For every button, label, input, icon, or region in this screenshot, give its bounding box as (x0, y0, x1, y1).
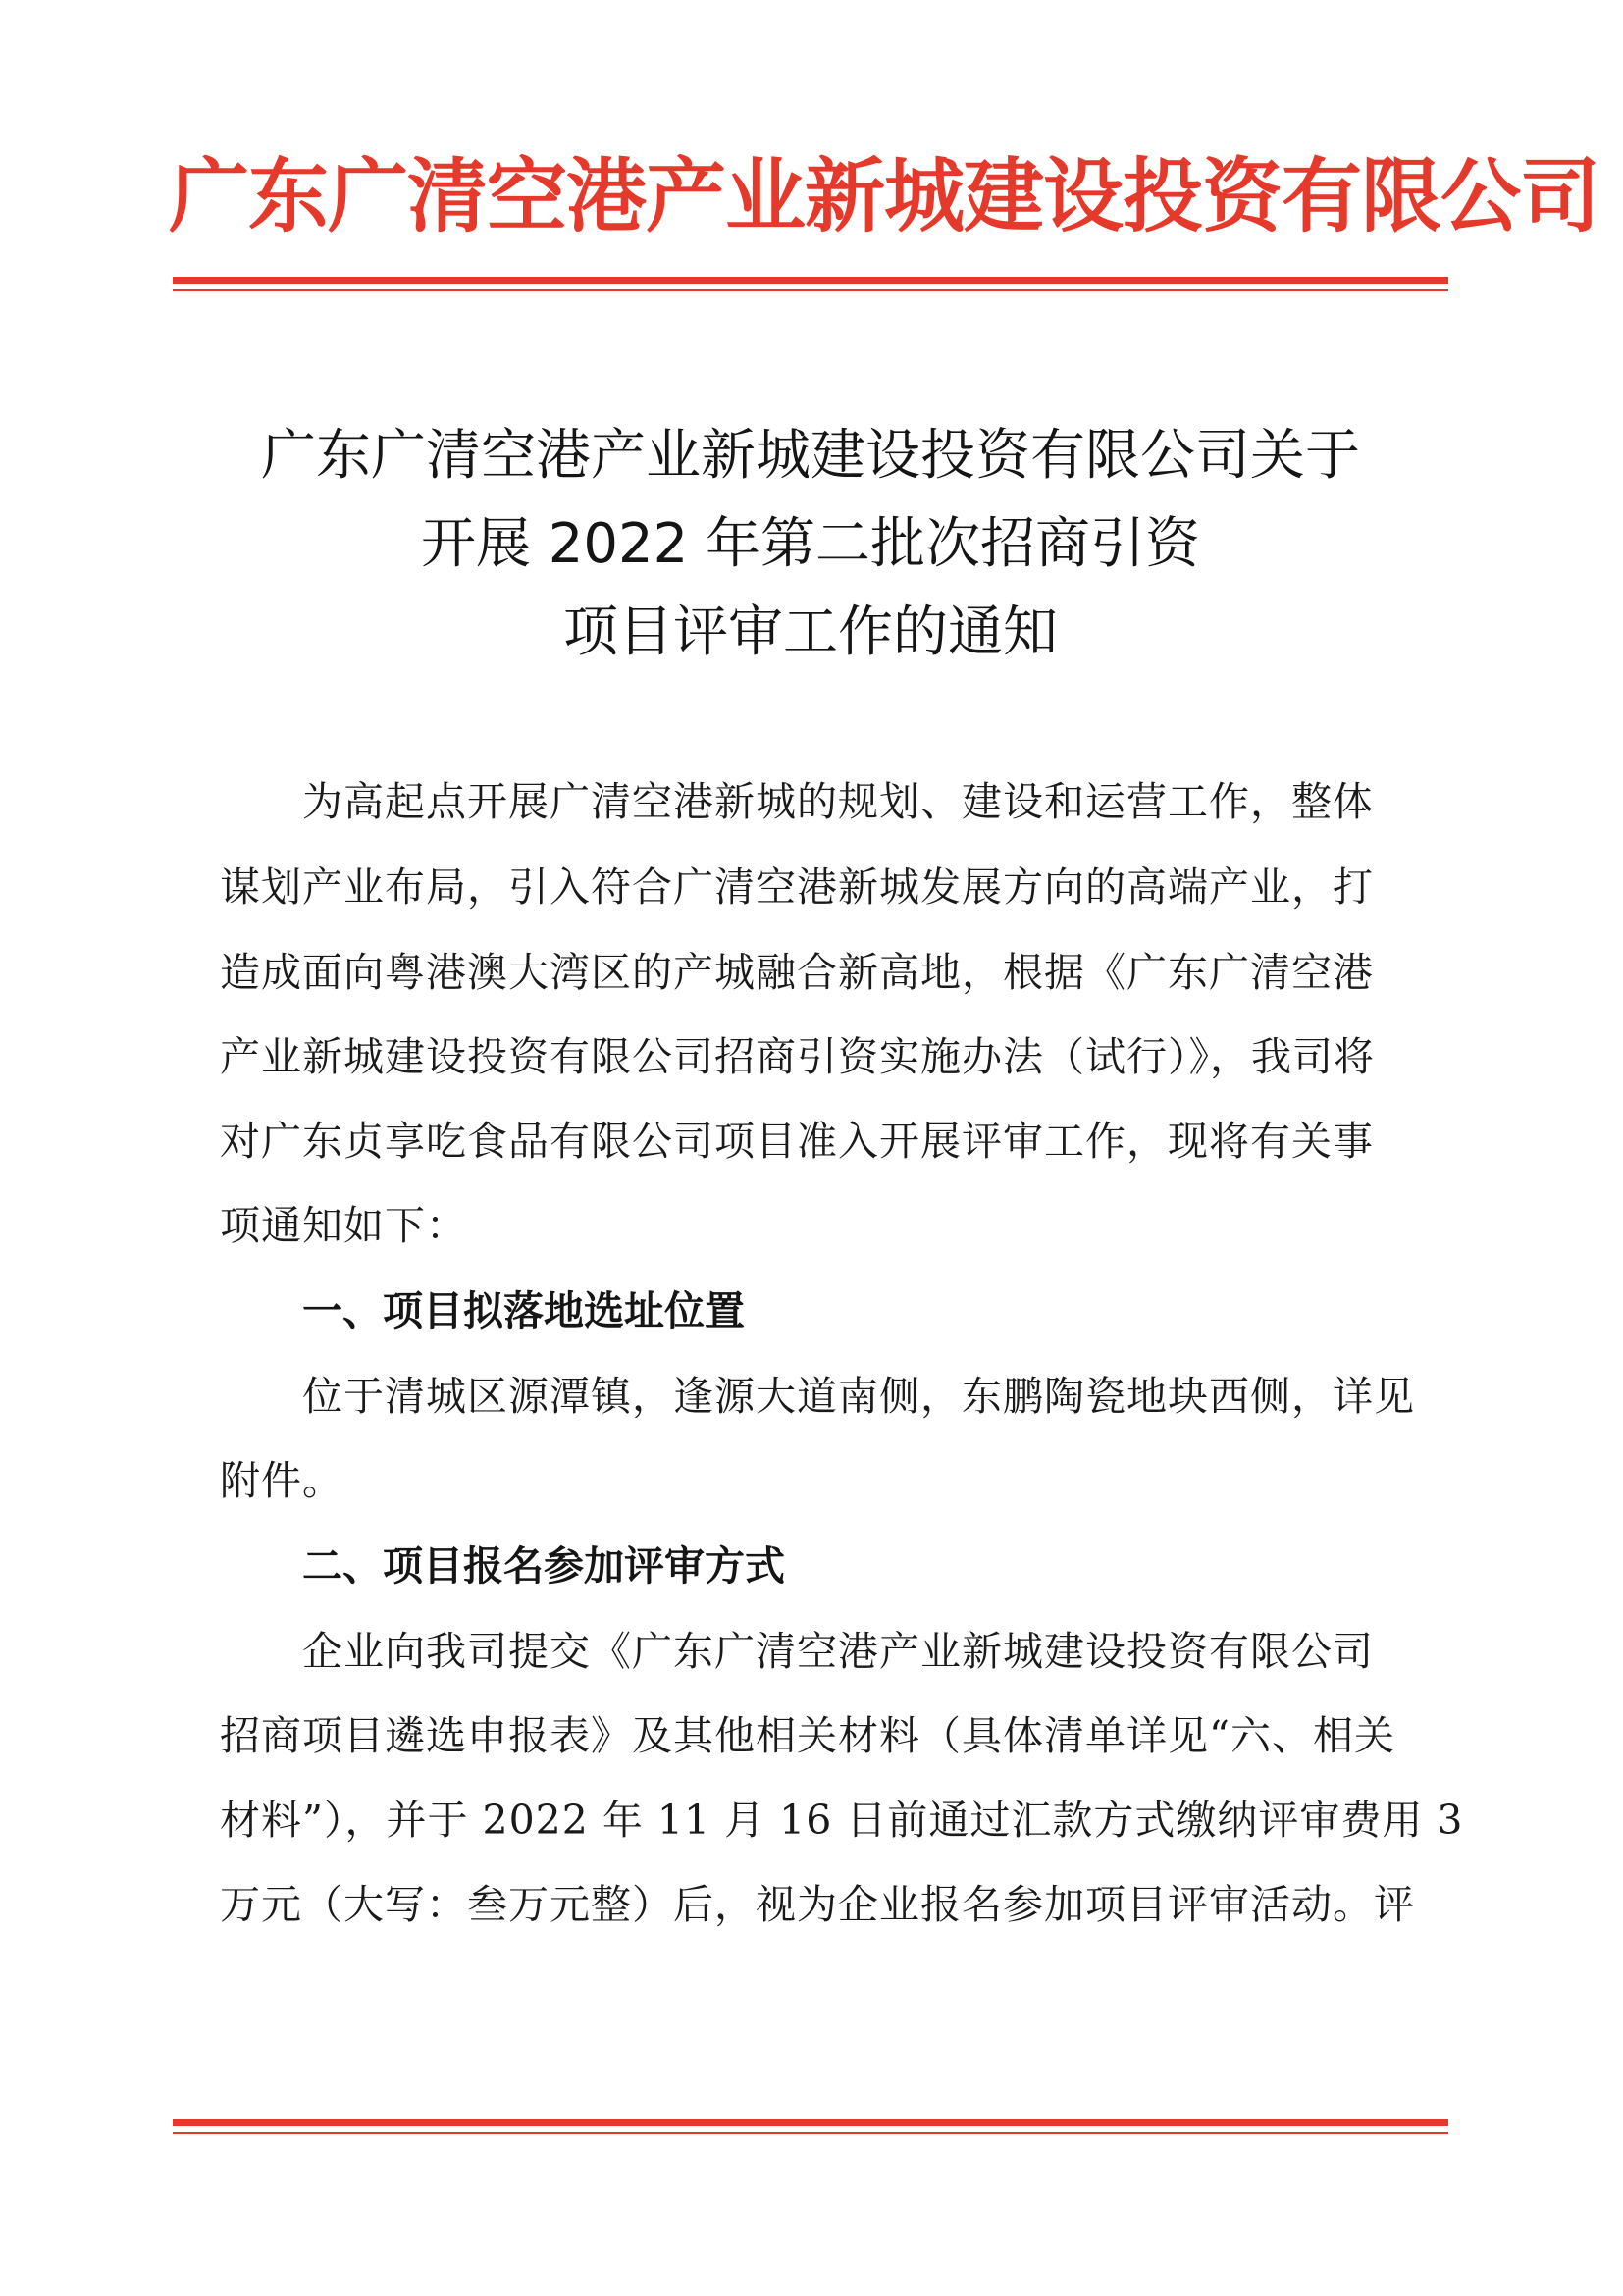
footer-rule-thick (173, 2119, 1448, 2126)
document-title-line-2: 开展 2022 年第二批次招商引资 (420, 512, 1201, 576)
letterhead-rule-thin (173, 289, 1448, 291)
intro-line-3: 造成面向粤港澳大湾区的产城融合新高地，根据《广东广清空港 (220, 949, 1374, 996)
section-2-line-4: 万元（大写：叁万元整）后，视为企业报名参加项目评审活动。评 (220, 1881, 1415, 1928)
letterhead-company-name: 广东广清空港产业新城建设投资有限公司 (169, 149, 1600, 243)
letterhead-rule-thick (173, 277, 1448, 284)
intro-line-2: 谋划产业布局，引入符合广清空港新城发展方向的高端产业，打 (220, 863, 1374, 911)
document-title-line-1: 广东广清空港产业新城建设投资有限公司关于 (261, 424, 1360, 488)
document-title-line-3: 项目评审工作的通知 (563, 600, 1058, 664)
section-2-heading: 二、项目报名参加评审方式 (302, 1542, 785, 1590)
section-1-heading: 一、项目拟落地选址位置 (302, 1287, 745, 1334)
intro-line-4: 产业新城建设投资有限公司招商引资实施办法（试行）》，我司将 (220, 1033, 1375, 1080)
section-2-line-3: 材料”），并于 2022 年 11 月 16 日前通过汇款方式缴纳评审费用 3 (220, 1797, 1464, 1844)
intro-line-5: 对广东贞享吃食品有限公司项目准入开展评审工作，现将有关事 (220, 1118, 1374, 1165)
intro-line-1: 为高起点开展广清空港新城的规划、建设和运营工作，整体 (220, 778, 1374, 825)
section-1-line-2: 附件。 (220, 1457, 343, 1504)
footer-rule-thin (173, 2132, 1448, 2134)
intro-line-6: 项通知如下： (220, 1202, 467, 1249)
section-2-line-1: 企业向我司提交《广东广清空港产业新城建设投资有限公司 (220, 1628, 1374, 1675)
section-1-line-1: 位于清城区源潭镇，逢源大道南侧，东鹏陶瓷地块西侧，详见 (220, 1373, 1415, 1420)
section-2-line-2: 招商项目遴选申报表》及其他相关材料（具体清单详见“六、相关 (220, 1712, 1395, 1759)
